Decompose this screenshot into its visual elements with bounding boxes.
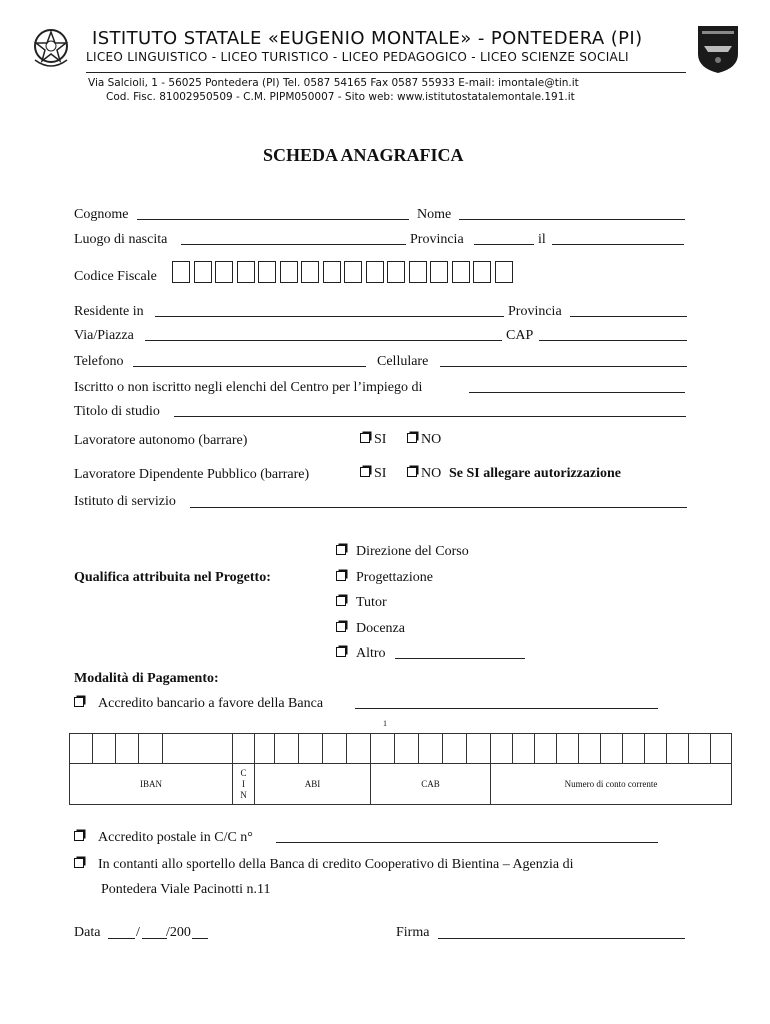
nome-label: Nome — [417, 207, 452, 222]
abi-cell[interactable] — [347, 734, 371, 764]
school-logo-icon — [696, 24, 740, 74]
cab-cell[interactable] — [467, 734, 491, 764]
checkbox-icon — [336, 545, 346, 555]
conto-cell[interactable] — [689, 734, 711, 764]
cap-field[interactable] — [539, 340, 687, 341]
lav-pubblico-si[interactable]: SI — [360, 466, 386, 482]
codice-fiscale-box[interactable] — [344, 261, 362, 283]
codice-fiscale-label: Codice Fiscale — [74, 269, 157, 284]
via-field[interactable] — [145, 340, 502, 341]
cognome-label: Cognome — [74, 207, 129, 222]
checkbox-icon — [74, 858, 84, 868]
data-nascita-field[interactable] — [552, 244, 684, 245]
checkbox-icon — [360, 467, 370, 477]
school-codes: Cod. Fisc. 81002950509 - C.M. PIPM050007 - Sito web: www.istitutostatalemontale.191.it — [106, 91, 575, 103]
school-subtitle: LICEO LINGUISTICO - LICEO TURISTICO - LICEO PEDAGOGICO - LICEO SCIENZE SOCIALI — [86, 50, 629, 64]
codice-fiscale-box[interactable] — [258, 261, 276, 283]
codice-fiscale-box[interactable] — [323, 261, 341, 283]
iscritto-field[interactable] — [469, 392, 685, 393]
abi-cell[interactable] — [299, 734, 323, 764]
telefono-field[interactable] — [133, 366, 366, 367]
conto-cell[interactable] — [601, 734, 623, 764]
pagamento-title: Modalità di Pagamento: — [74, 671, 219, 686]
il-label: il — [538, 232, 546, 247]
codice-fiscale-box[interactable] — [301, 261, 319, 283]
qualifica-option[interactable]: Direzione del Corso — [336, 544, 469, 560]
school-title: ISTITUTO STATALE «EUGENIO MONTALE» - PONTEDERA (PI) — [92, 28, 643, 49]
abi-cell[interactable] — [275, 734, 299, 764]
lav-pubblico-no[interactable]: NO — [407, 466, 441, 482]
checkbox-icon — [336, 571, 346, 581]
cab-cell[interactable] — [371, 734, 395, 764]
nome-field[interactable] — [459, 219, 685, 220]
checkbox-icon — [407, 467, 417, 477]
cellulare-label: Cellulare — [377, 354, 429, 369]
iban-cell[interactable] — [116, 734, 139, 764]
provincia-residenza-label: Provincia — [508, 304, 562, 319]
cab-cell[interactable] — [419, 734, 443, 764]
abi-cell[interactable] — [323, 734, 347, 764]
provincia-label: Provincia — [410, 232, 464, 247]
provincia-field[interactable] — [474, 244, 534, 245]
conto-cell[interactable] — [711, 734, 732, 764]
accredito-postale-option[interactable]: Accredito postale in C/C n° — [74, 830, 253, 846]
firma-label: Firma — [396, 925, 430, 940]
conto-cell[interactable] — [491, 734, 513, 764]
codice-fiscale-box[interactable] — [430, 261, 448, 283]
codice-fiscale-box[interactable] — [366, 261, 384, 283]
checkbox-icon — [336, 596, 346, 606]
conto-cell[interactable] — [645, 734, 667, 764]
month-field[interactable] — [142, 938, 167, 939]
iban-cell[interactable] — [163, 734, 233, 764]
cin-cell[interactable] — [233, 734, 255, 764]
banca-field[interactable] — [355, 708, 658, 709]
conto-cell[interactable] — [513, 734, 535, 764]
lav-autonomo-no[interactable]: NO — [407, 432, 441, 448]
iscritto-label: Iscritto o non iscritto negli elenchi del Centro per l’impiego di — [74, 380, 423, 395]
cellulare-field[interactable] — [440, 366, 687, 367]
checkbox-icon — [360, 433, 370, 443]
lav-autonomo-si[interactable]: SI — [360, 432, 386, 448]
header-divider — [86, 72, 686, 73]
istituto-servizio-label: Istituto di servizio — [74, 494, 176, 509]
codice-fiscale-box[interactable] — [237, 261, 255, 283]
lav-pubblico-label: Lavoratore Dipendente Pubblico (barrare) — [74, 467, 310, 482]
codice-fiscale-box[interactable] — [409, 261, 427, 283]
cab-cell[interactable] — [395, 734, 419, 764]
accredito-bancario-option[interactable]: Accredito bancario a favore della Banca — [74, 696, 323, 712]
conto-cell[interactable] — [557, 734, 579, 764]
cab-label: CAB — [371, 764, 491, 805]
conto-cell[interactable] — [667, 734, 689, 764]
codice-fiscale-box[interactable] — [452, 261, 470, 283]
se-si-note: Se SI allegare autorizzazione — [449, 466, 621, 481]
via-label: Via/Piazza — [74, 328, 134, 343]
altro-field[interactable] — [395, 658, 525, 659]
cognome-field[interactable] — [137, 219, 409, 220]
telefono-label: Telefono — [74, 354, 124, 369]
firma-field[interactable] — [438, 938, 685, 939]
iban-cell[interactable] — [70, 734, 93, 764]
checkbox-icon — [336, 647, 346, 657]
checkbox-icon — [336, 622, 346, 632]
republic-emblem-icon — [30, 24, 72, 70]
codice-fiscale-box[interactable] — [172, 261, 190, 283]
day-field[interactable] — [108, 938, 135, 939]
iban-cell[interactable] — [139, 734, 163, 764]
bank-details-table — [69, 733, 732, 805]
data-label: Data — [74, 925, 101, 940]
contanti-option[interactable]: In contanti allo sportello della Banca di credito Cooperativo di Bientina – Agenzia di — [74, 857, 573, 873]
cab-cell[interactable] — [443, 734, 467, 764]
titolo-studio-field[interactable] — [174, 416, 686, 417]
iban-label: IBAN — [70, 764, 233, 805]
year-field[interactable] — [192, 938, 208, 939]
school-address: Via Salcioli, 1 - 56025 Pontedera (PI) Tel. 0587 54165 Fax 0587 55933 E-mail: imontale@tin.it — [88, 77, 579, 89]
qualifica-option[interactable]: Altro — [336, 646, 386, 662]
lav-autonomo-label: Lavoratore autonomo (barrare) — [74, 433, 248, 448]
year-prefix: /200 — [166, 925, 191, 940]
qualifica-option[interactable]: Progettazione — [336, 570, 433, 586]
luogo-nascita-field[interactable] — [181, 244, 406, 245]
residente-label: Residente in — [74, 304, 144, 319]
checkbox-icon — [407, 433, 417, 443]
codice-fiscale-box[interactable] — [280, 261, 298, 283]
checkbox-icon — [74, 831, 84, 841]
codice-fiscale-box[interactable] — [473, 261, 491, 283]
conto-cell[interactable] — [623, 734, 645, 764]
titolo-studio-label: Titolo di studio — [74, 404, 160, 419]
conto-cell[interactable] — [535, 734, 557, 764]
contanti-line-2: Pontedera Viale Pacinotti n.11 — [101, 882, 271, 897]
conto-cell[interactable] — [579, 734, 601, 764]
codice-fiscale-box[interactable] — [215, 261, 233, 283]
cin-label: C I N — [233, 764, 255, 805]
luogo-nascita-label: Luogo di nascita — [74, 232, 168, 247]
istituto-servizio-field[interactable] — [190, 507, 687, 508]
small-mark: 1 — [383, 719, 387, 728]
residente-field[interactable] — [155, 316, 504, 317]
codice-fiscale-box[interactable] — [495, 261, 513, 283]
abi-cell[interactable] — [255, 734, 275, 764]
conto-postale-field[interactable] — [276, 842, 658, 843]
form-title: SCHEDA ANAGRAFICA — [263, 145, 464, 165]
provincia-residenza-field[interactable] — [570, 316, 687, 317]
qualifica-option[interactable]: Docenza — [336, 621, 405, 637]
cap-label: CAP — [506, 328, 534, 343]
qualifica-option[interactable]: Tutor — [336, 595, 387, 611]
codice-fiscale-box[interactable] — [194, 261, 212, 283]
checkbox-icon — [74, 697, 84, 707]
conto-label: Numero di conto corrente — [491, 764, 732, 805]
qualifica-label: Qualifica attribuita nel Progetto: — [74, 570, 271, 585]
abi-label: ABI — [255, 764, 371, 805]
iban-cell[interactable] — [93, 734, 116, 764]
codice-fiscale-box[interactable] — [387, 261, 405, 283]
